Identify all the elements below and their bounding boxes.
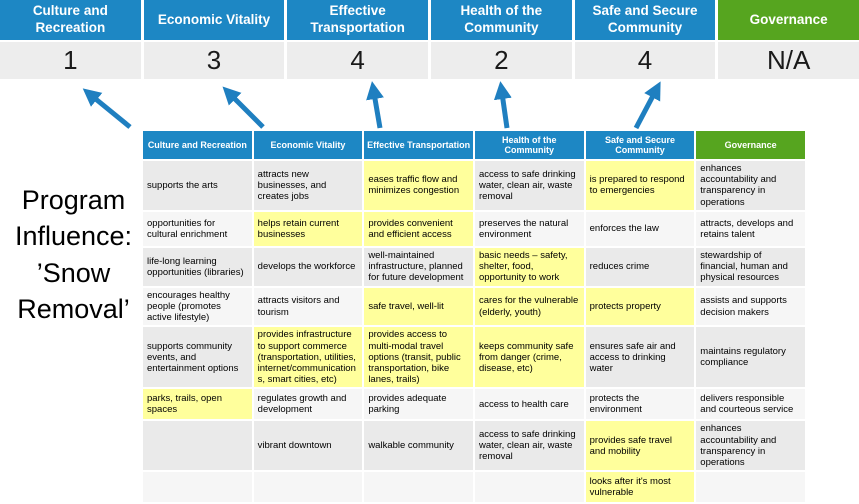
program-label-line: Influence: <box>14 221 133 252</box>
matrix-cell: attracts visitors and tourism <box>254 288 363 326</box>
matrix-cell: attracts new businesses, and creates jobs <box>254 161 363 210</box>
score-economic-vitality: 3 <box>144 42 285 79</box>
matrix-cell: helps retain current businesses <box>254 212 363 246</box>
matrix-cell: provides infrastructure to support commerce (transportation, utilities, internet/communications, smart cities, etc) <box>254 327 363 387</box>
matrix-cell: ensures safe air and access to drinking water <box>586 327 695 387</box>
matrix-cell: provides safe travel and mobility <box>586 421 695 470</box>
matrix-row <box>143 212 805 246</box>
program-label-line: Program <box>21 185 126 215</box>
matrix-cell: keeps community safe from danger (crime, disease, etc) <box>475 327 584 387</box>
matrix-cell: enforces the law <box>586 212 695 246</box>
summary-header-governance: Governance <box>718 0 859 40</box>
matrix-cell: supports community events, and entertainment options <box>143 327 252 387</box>
summary-header-health-community: Health of the Community <box>431 0 572 40</box>
matrix-cell: cares for the vulnerable (elderly, youth) <box>475 288 584 326</box>
influence-arrow <box>231 95 263 127</box>
matrix-header-effective-transportation: Effective Transportation <box>364 131 473 159</box>
score-safe-secure-community: 4 <box>575 42 716 79</box>
matrix-header-health-community: Health of the Community <box>475 131 584 159</box>
matrix-cell <box>143 472 252 502</box>
summary-table <box>0 0 859 79</box>
matrix-cell: life-long learning opportunities (libraries) <box>143 248 252 286</box>
matrix-cell: provides convenient and efficient access <box>364 212 473 246</box>
influence-arrow <box>636 92 655 128</box>
summary-header-effective-transportation: Effective Transportation <box>287 0 428 40</box>
summary-header-culture-recreation: Culture and Recreation <box>0 0 141 40</box>
matrix-cell: delivers responsible and courteous service <box>696 389 805 419</box>
matrix-cell: assists and supports decision makers <box>696 288 805 326</box>
matrix-cell <box>696 472 805 502</box>
matrix-header-culture-recreation: Culture and Recreation <box>143 131 252 159</box>
matrix-cell: parks, trails, open spaces <box>143 389 252 419</box>
matrix-cell: walkable community <box>364 421 473 470</box>
matrix-cell: opportunities for cultural enrichment <box>143 212 252 246</box>
matrix-row <box>143 161 805 210</box>
matrix-cell: protects the environment <box>586 389 695 419</box>
matrix-cell: provides access to multi-modal travel options (transit, public transportation, bike lanes, trails) <box>364 327 473 387</box>
matrix-row <box>143 248 805 286</box>
program-label-line: Removal’ <box>17 294 130 325</box>
matrix-cell <box>475 472 584 502</box>
score-culture-recreation: 1 <box>0 42 141 79</box>
matrix-cell: basic needs – safety, shelter, food, opportunity to work <box>475 248 584 286</box>
matrix-header-row <box>143 131 805 159</box>
program-influence-label <box>0 182 147 328</box>
influence-arrow <box>92 96 130 127</box>
matrix-cell <box>364 472 473 502</box>
matrix-cell: regulates growth and development <box>254 389 363 419</box>
matrix-cell: preserves the natural environment <box>475 212 584 246</box>
matrix-cell: encourages healthy people (promotes active lifestyle) <box>143 288 252 326</box>
matrix-header-safe-secure-community: Safe and Secure Community <box>586 131 695 159</box>
matrix-cell: is prepared to respond to emergencies <box>586 161 695 210</box>
matrix-cell: develops the workforce <box>254 248 363 286</box>
influence-arrow <box>502 93 507 128</box>
matrix-cell: reduces crime <box>586 248 695 286</box>
matrix-cell: attracts, develops and retains talent <box>696 212 805 246</box>
matrix-cell: vibrant downtown <box>254 421 363 470</box>
summary-header-safe-secure-community: Safe and Secure Community <box>575 0 716 40</box>
matrix-cell: supports the arts <box>143 161 252 210</box>
influence-matrix <box>141 129 807 504</box>
matrix-cell <box>143 421 252 470</box>
score-governance: N/A <box>718 42 859 79</box>
summary-header-economic-vitality: Economic Vitality <box>144 0 285 40</box>
score-health-community: 2 <box>431 42 572 79</box>
influence-arrow <box>374 93 380 128</box>
matrix-cell: looks after it's most vulnerable <box>586 472 695 502</box>
matrix-row <box>143 327 805 387</box>
matrix-cell: provides adequate parking <box>364 389 473 419</box>
influence-matrix-body <box>143 161 805 502</box>
score-effective-transportation: 4 <box>287 42 428 79</box>
matrix-row <box>143 472 805 502</box>
matrix-cell: stewardship of financial, human and physical resources <box>696 248 805 286</box>
matrix-cell: access to safe drinking water, clean air, waste removal <box>475 421 584 470</box>
matrix-row <box>143 288 805 326</box>
matrix-row <box>143 421 805 470</box>
matrix-cell: enhances accountability and transparency in operations <box>696 161 805 210</box>
matrix-header-governance: Governance <box>696 131 805 159</box>
matrix-cell: maintains regulatory compliance <box>696 327 805 387</box>
matrix-cell: protects property <box>586 288 695 326</box>
matrix-cell: access to safe drinking water, clean air, waste removal <box>475 161 584 210</box>
matrix-header-economic-vitality: Economic Vitality <box>254 131 363 159</box>
influence-arrows <box>0 80 859 132</box>
matrix-cell: eases traffic flow and minimizes congestion <box>364 161 473 210</box>
matrix-cell: access to health care <box>475 389 584 419</box>
program-label-line: ’Snow <box>36 257 111 288</box>
matrix-cell <box>254 472 363 502</box>
matrix-cell: well-maintained infrastructure, planned for future development <box>364 248 473 286</box>
matrix-cell: enhances accountability and transparency in operations <box>696 421 805 470</box>
matrix-cell: safe travel, well-lit <box>364 288 473 326</box>
matrix-row <box>143 389 805 419</box>
